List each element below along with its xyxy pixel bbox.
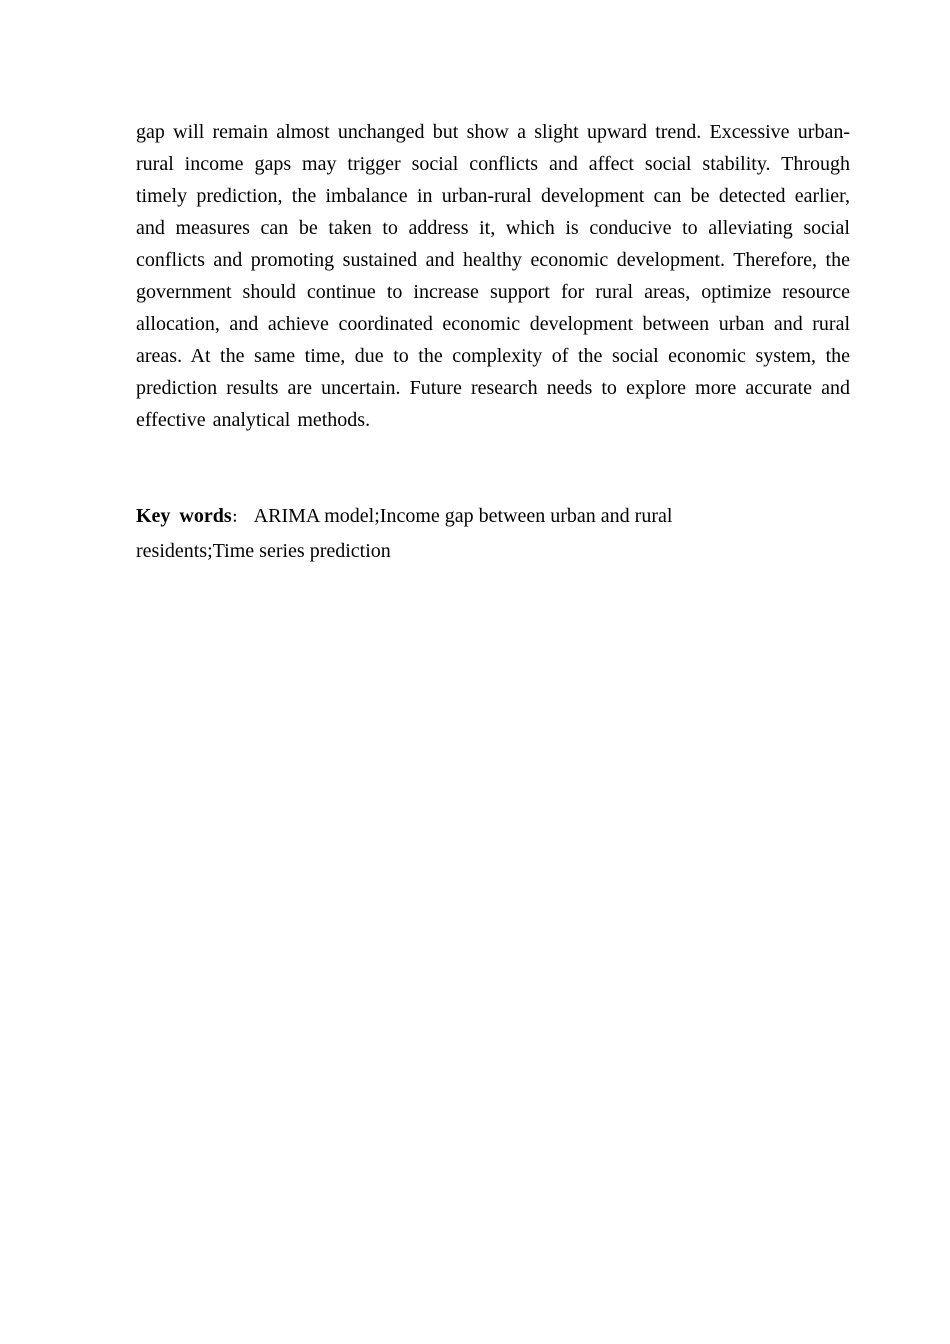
abstract-paragraph: gap will remain almost unchanged but show a slight upward trend. Excessive urban-rural income gaps may trigger social conflicts and affect social stability. Through timely prediction, the imbalance in urban-rural development can be detected earlier, and measures can be taken to address it, which is conducive to alleviating social conflicts and promoting sustained and healthy economic development. Therefore, the government should continue to increase support for rural areas, optimize resource allocation, and achieve coordinated economic development between urban and rural areas. At the same time, due to the complexity of the social economic system, the prediction results are uncertain. Future research needs to explore more accurate and effective analytical methods. (136, 121, 850, 431)
keywords-text: ARIMA model;Income gap between urban and rural residents;Time series prediction (136, 505, 673, 562)
keywords-separator: ： (231, 511, 246, 526)
keywords-label: Key words (136, 505, 232, 527)
keywords-line (136, 500, 776, 567)
